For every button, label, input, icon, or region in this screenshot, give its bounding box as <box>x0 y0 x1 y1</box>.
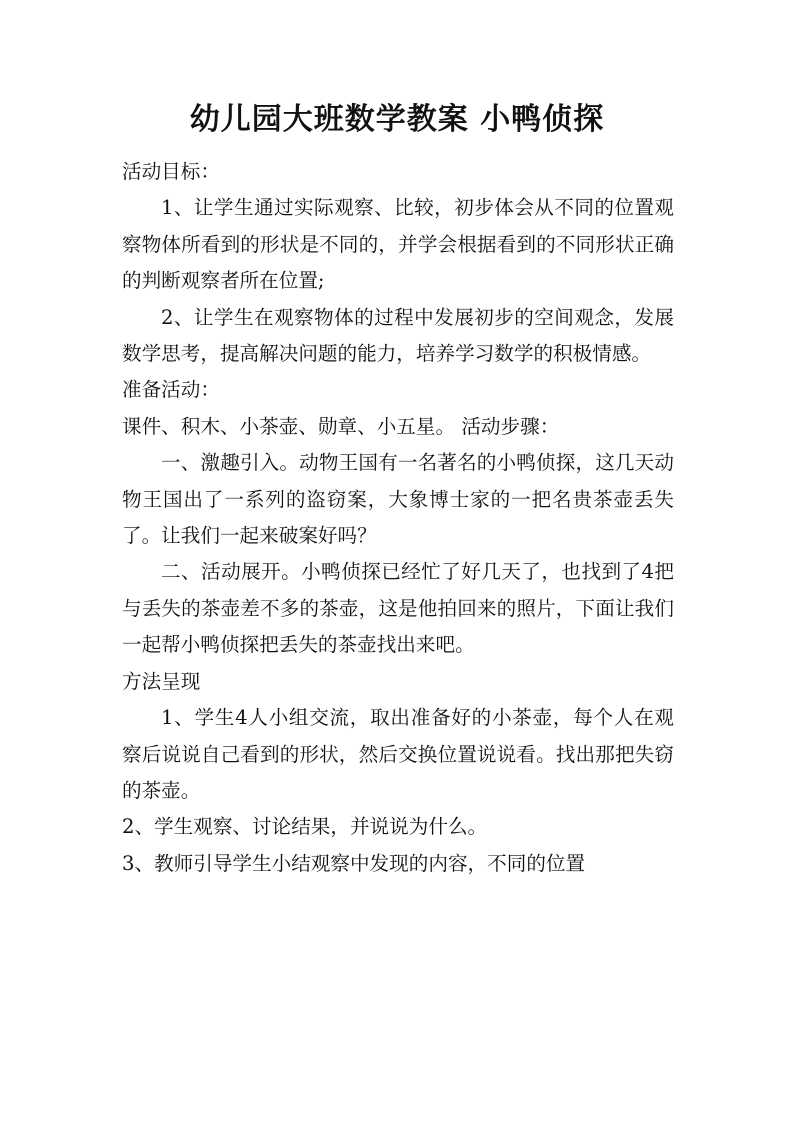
step-paragraph-1: 一、激趣引入。动物王国有一名著名的小鸭侦探，这几天动物王国出了一系列的盗窃案，大象博士家的一把名贵茶壶丢失了。让我们一起来破案好吗？ <box>122 451 674 548</box>
goal-paragraph-1: 1、让学生通过实际观察、比较，初步体会从不同的位置观察物体所看到的形状是不同的，并学会根据看到的不同形状正确的判断观察者所在位置; <box>122 196 674 293</box>
goal-paragraph-2: 2、让学生在观察物体的过程中发展初步的空间观念，发展数学思考，提高解决问题的能力，培养学习数学的积极情感。 <box>122 305 674 366</box>
materials-line: 课件、积木、小茶壶、勋章、小五星。 活动步骤： <box>122 414 560 438</box>
method-heading: 方法呈现 <box>122 669 201 693</box>
step-paragraph-2: 二、活动展开。小鸭侦探已经忙了好几天了，也找到了4把与丢失的茶壶差不多的茶壶，这是他拍回来的照片，下面让我们一起帮小鸭侦探把丢失的茶壶找出来吧。 <box>122 560 674 657</box>
method-paragraph-1: 1、学生4人小组交流，取出准备好的小茶壶，每个人在观察后说说自己看到的形状，然后交换位置说说看。找出那把失窃的茶壶。 <box>122 706 674 802</box>
document-body <box>122 154 674 882</box>
method-paragraph-3: 3、教师引导学生小结观察中发现的内容，不同的位置 <box>122 851 586 875</box>
method-paragraph-2: 2、学生观察、讨论结果，并说说为什么。 <box>122 815 488 839</box>
prep-heading: 准备活动： <box>122 378 220 402</box>
document-title: 幼儿园大班数学教案 小鸭侦探 <box>189 102 605 137</box>
goal-heading: 活动目标： <box>122 160 220 183</box>
